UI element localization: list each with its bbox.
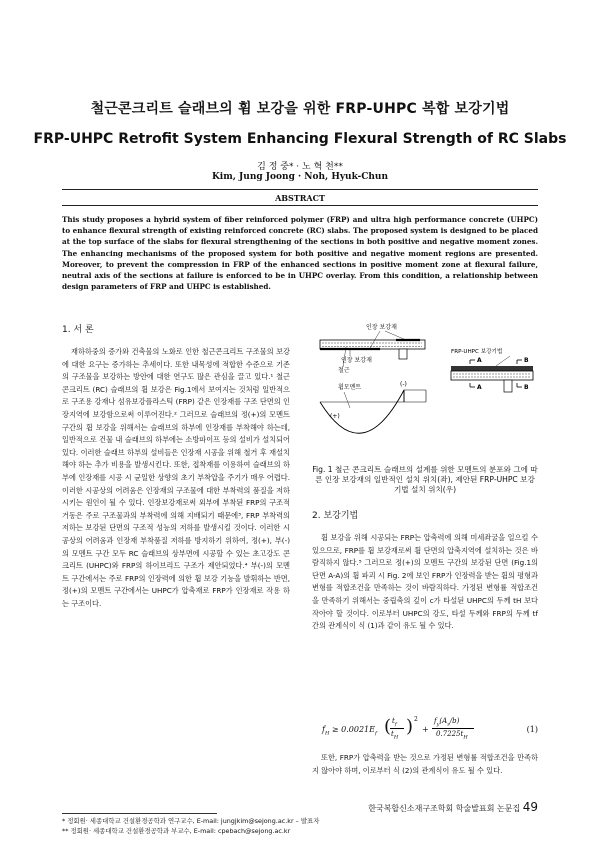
section-2-paragraph: 휨 보강을 위해 시공되는 FRP는 압축력에 의해 미세좌굴을 일으킬 수 있으므로, FRP를 휨 보강재로써 휨 단면의 압축지역에 설치하는 것은 바람직하지 않다.⁵ 그러므로 정(+)의 모멘트 구간의 보강된 단면 (Fig.1의 단면 A-A)의 휨 파괴 시 Fig. 2에 보인 FRP가 인장력을 받는 휨의 평형과 변형를 적합조건을 만족하는 것이 바람직하다. 가정된 변형률 적합조건을 만족하기 위해서는 중립축의 깊이 c가 타설된 UHPC의 두께 tH 보다 작아야 할 것이다. 이로부터 UHPC의 강도, 타설 두께와 FRP의 두께 tf 간의 관계식이 식 (1)과 같이 유도 될 수 있다. — [312, 533, 538, 631]
section-1-heading: 1. 서 론 — [62, 325, 94, 335]
abstract-top-rule — [62, 189, 538, 190]
label-rebar: 철근 — [338, 367, 350, 374]
section-2-heading: 2. 보강기법 — [312, 511, 359, 521]
equation-1: $f_H \ge 0.0021E_f$ ( $t_f$ $t_H$ ) 2 + $f_y(A_s/b)$ $0.7225t_H$ (1) — [322, 716, 538, 741]
figure-1-diagram — [310, 320, 540, 458]
journal-name: 한국복합신소재구조학회 학술발표회 논문집 — [368, 804, 521, 813]
section-1-paragraph: 재하하중의 증가와 건축물의 노화로 인한 철근콘크리트 구조물의 보강에 대한 요구는 증가하는 추세이다. 또한 내목성에 적합한 수준으로 기존의 구조물을 보강하는 방안에 대한 연구도 많은 관심을 끌고 있다.¹ 철근콘크리트 (RC) 슬래브의 휨 보강은 Fig.1에서 보여지는 것처럼 일반적으로 구조용 강재나 섬유보강플라스틱 (FRP) 같은 인장재를 구조 단면의 인장지역에 보강함으로써 이루어진다.² 그러므로 슬래브의 정(+)의 모멘트 구간의 휨 보강을 위해서는 슬래브의 하부에 인장재를 부착해야 하는데, 일반적으로 건물 내 슬래브의 하부에는 소방파이프 등의 설비가 설치되어 있다. 이러한 슬래브 하부의 설비들은 인장재 시공을 위해 철거 후 재설치 해야 하는 추가 비용을 발생시킨다. 또한, 접착재를 이용하여 슬래브의 하부에 인장재를 시공 시 균일한 상향의 초기 부착압을 주기가 매우 어렵다. 이러한 시공상의 어려움은 인장재의 구조물에 대한 부착력의 품질을 저하시키는 원인이 될 수 있다. 인장보강재로써 외부에 부착된 FRP의 구조적 거동은 주로 구조물과의 부착력에 의해 지배되기 때문에³, FRP 부착력의 저하는 보강된 단면의 구조적 성능의 저하를 발생시킬 것이다. 이러한 시공상의 어려움과 인장재 부착품질 저하를 방지하기 위하여, 정(+), 부(-)의 모멘트 구간 모두 RC 슬래브의 상부면에 시공할 수 있는 초고강도 콘크리트 (UHPC)와 FRP의 하이브리드 구조가 제안되었다.⁴ 부(-)의 모멘트 구간에서는 주로 FRP의 인장력에 의한 휨 보강 기능을 발휘하는 반면, 정(+)의 모멘트 구간에서는 UHPC가 압축재로 FRP가 인장재로 작용 하는 구조이다. — [62, 347, 290, 608]
footnote-author-1: * 정회원· 세종대학교 건설환경공학과 연구교수, E-mail: jungjkim@sejong.ac.kr – 발표자 — [62, 817, 320, 825]
label-retrofit-top: 인장 보강재 — [366, 324, 397, 331]
paper-title-korean: 철근콘크리트 슬래브의 휨 보강을 위한 FRP-UHPC 복합 보강기법 — [90, 101, 510, 117]
label-negative-moment: (-) — [400, 381, 407, 388]
section-mark-b-top: B — [524, 357, 529, 364]
abstract-heading: ABSTRACT — [275, 193, 325, 203]
section-2-body-continued — [312, 752, 538, 777]
section-2-paragraph-2: 또한, FRP가 압축력을 받는 것으로 가정된 변형률 적합조건을 만족하지 않아야 하며, 이로부터 식 (2)의 관계식이 유도 될 수 있다. — [312, 753, 538, 775]
section-mark-a-bottom: A — [477, 384, 482, 391]
equation-number: (1) — [526, 725, 538, 734]
authors-korean: 김 정 중* · 노 혁 천** — [257, 162, 343, 172]
section-1-body — [62, 346, 290, 610]
paper-title-english: FRP-UHPC Retrofit System Enhancing Flexural Strength of RC Slabs — [33, 131, 567, 147]
figure-1-caption: Fig. 1 철근 콘크리트 슬래브의 설계를 위한 모멘트의 분포와 그에 따른 인장 보강재의 일반적인 설치 위치(좌), 제안된 FRP-UHPC 보강기법 설치 위치(우) — [312, 465, 538, 494]
label-frp-uhpc: FRP-UHPC 보강기법 — [451, 349, 503, 355]
abstract-text: This study proposes a hybrid system of fiber reinforced polymer (FRP) and ultra high performance concrete (UHPC) to enhance flexural strength of existing reinforced concrete (RC) slabs. The proposed system is designed to be placed at the top surface of the slabs for flexural strengthening of the sections in both positive and negative moment zones. The enhancing mechanisms of the proposed system for both positive and negative moment regions are presented. Moreover, to prevent the compression in FRP of the enhanced sections in positive moment zone at flexural failure, neutral axis of the sections at failure is enforced to be in UHPC overlay. From this condition, a relationship between design parameters of FRP and UHPC is established. — [62, 215, 538, 292]
moment-curve — [320, 390, 404, 433]
label-retrofit-bottom: 인장 보강재 — [341, 357, 372, 364]
support-column — [399, 349, 407, 359]
footnote-rule — [62, 813, 217, 814]
page-footer — [340, 800, 538, 814]
label-positive-moment: (+) — [330, 413, 340, 420]
slab-outline-right — [451, 371, 533, 380]
footnotes — [62, 816, 319, 836]
page-number: 49 — [522, 800, 538, 814]
section-mark-b-bottom: B — [524, 384, 529, 391]
section-2-body — [312, 532, 538, 633]
authors-english: Kim, Jung Joong · Noh, Hyuk-Chun — [211, 172, 389, 182]
label-moment: 휨모멘트 — [338, 384, 362, 391]
abstract-heading-rule — [62, 205, 538, 206]
support-column-right — [504, 380, 512, 392]
frp-uhpc-overlay — [451, 366, 533, 371]
slab-outline-left — [320, 340, 425, 349]
footnote-author-2: ** 정회원· 세종대학교 건설환경공학과 부교수, E-mail: cpebach@sejong.ac.kr — [62, 827, 291, 835]
section-mark-a-top: A — [477, 357, 482, 364]
